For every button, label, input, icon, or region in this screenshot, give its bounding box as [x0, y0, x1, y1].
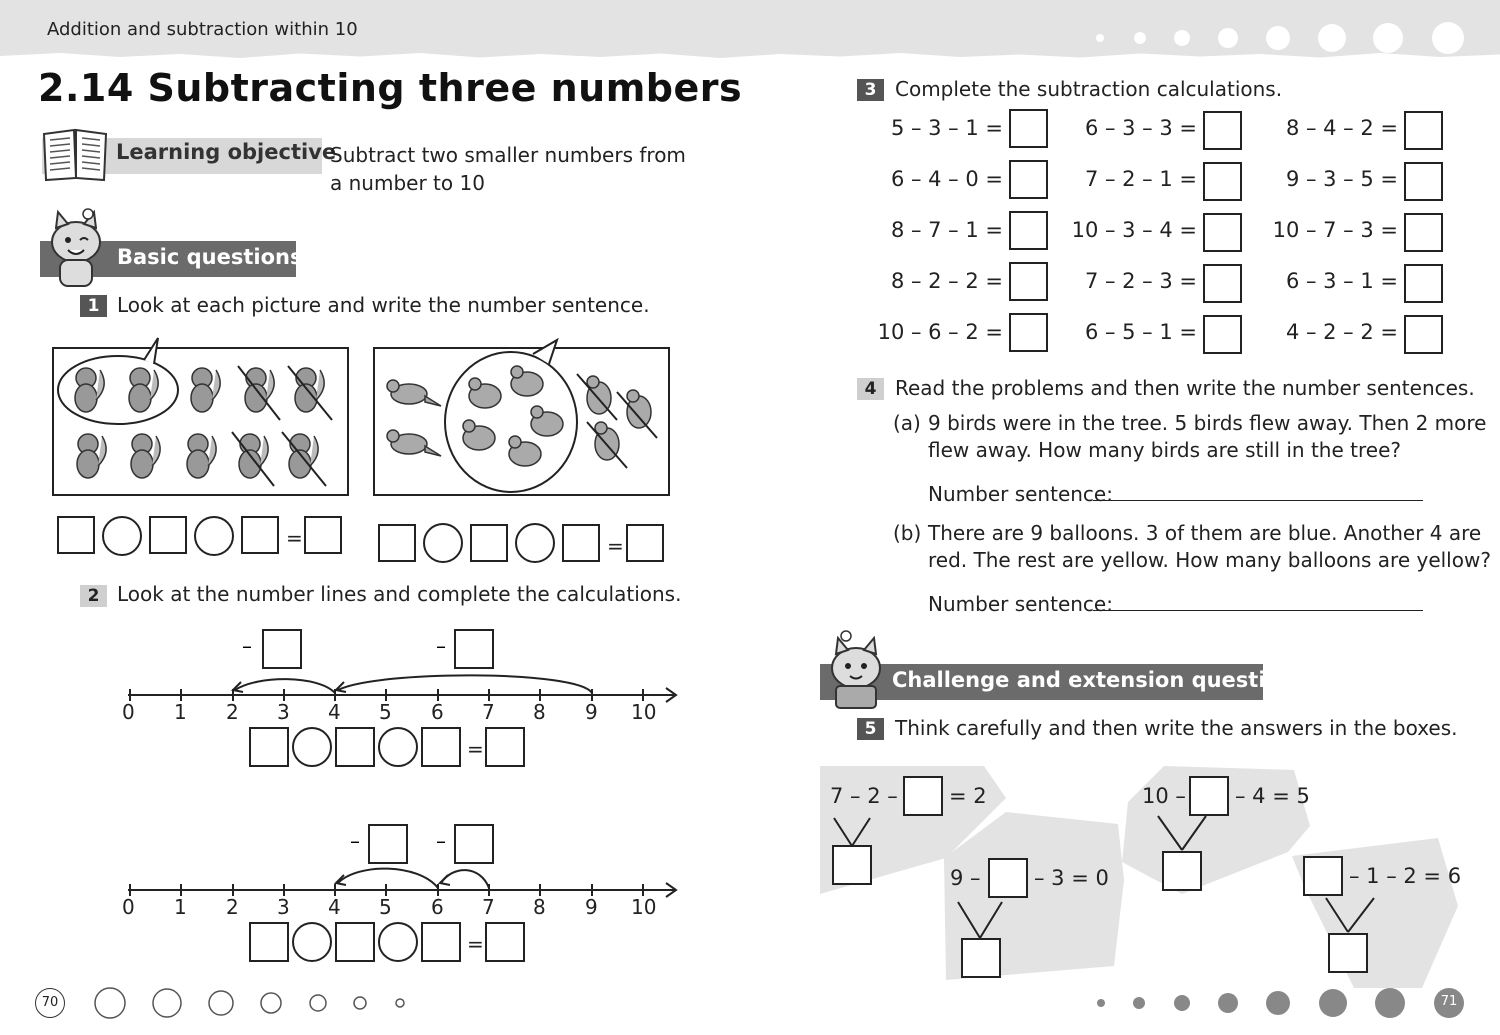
section-title: Addition and subtraction within 10: [47, 19, 358, 40]
line2-tick-8: 8: [533, 895, 546, 919]
q1a-answer-box-2[interactable]: [149, 516, 187, 554]
q1a-operator-circle-1[interactable]: [102, 516, 142, 556]
q1a-equals: =: [286, 526, 303, 550]
q4a-label: (a): [893, 411, 921, 435]
p3-bottom-box[interactable]: [1162, 851, 1202, 891]
line2-tick-10: 10: [631, 895, 657, 919]
line1-jump-box-2[interactable]: [454, 629, 494, 669]
line2-tick-4: 4: [328, 895, 341, 919]
q3-calc-1-2: 6 – 4 – 0 =: [890, 167, 1003, 191]
q4b-number-sentence-label: Number sentence:: [928, 592, 1113, 616]
svg-text:–: –: [436, 829, 446, 853]
line1-answer-box-2[interactable]: [335, 727, 375, 767]
cat-mascot-icon: [38, 206, 112, 290]
q3-answer-box-3-5[interactable]: [1404, 315, 1443, 354]
p3-right-text: – 4 = 5: [1235, 784, 1310, 808]
line1-tick-0: 0: [122, 700, 135, 724]
line2-tick-5: 5: [379, 895, 392, 919]
q4b-line-2: red. The rest are yellow. How many balloons are yellow?: [928, 548, 1491, 572]
footer-circles-left: [90, 985, 420, 1025]
q1b-answer-box-2[interactable]: [470, 524, 508, 562]
p2-bottom-box[interactable]: [961, 938, 1001, 978]
q1a-operator-circle-2[interactable]: [194, 516, 234, 556]
line1-equals: =: [467, 737, 484, 761]
question-3-number: 3: [857, 79, 884, 101]
q3-calc-1-1: 5 – 3 – 1 =: [890, 116, 1003, 140]
q3-answer-box-2-1[interactable]: [1203, 111, 1242, 150]
line2-equals: =: [467, 932, 484, 956]
line2-jump-box-1[interactable]: [368, 824, 408, 864]
q3-answer-box-3-1[interactable]: [1404, 111, 1443, 150]
q3-answer-box-2-5[interactable]: [1203, 315, 1242, 354]
q3-answer-box-2-3[interactable]: [1203, 213, 1242, 252]
q3-calc-2-3: 10 – 3 – 4 =: [1071, 218, 1197, 242]
page-number-right: 71: [1434, 988, 1464, 1018]
q3-calc-3-2: 9 – 3 – 5 =: [1285, 167, 1398, 191]
q3-answer-box-1-2[interactable]: [1009, 160, 1048, 199]
question-1-number: 1: [80, 295, 107, 317]
line1-answer-box-3[interactable]: [421, 727, 461, 767]
line1-tick-8: 8: [533, 700, 546, 724]
q3-answer-box-1-3[interactable]: [1009, 211, 1048, 250]
challenge-label: Challenge and extension question: [892, 668, 1295, 692]
line2-operator-circle-2[interactable]: [378, 922, 418, 962]
question-5-text: Think carefully and then write the answers in the boxes.: [895, 716, 1458, 740]
line1-tick-9: 9: [585, 700, 598, 724]
line1-answer-box-1[interactable]: [249, 727, 289, 767]
q1b-answer-box-3[interactable]: [562, 524, 600, 562]
line1-tick-6: 6: [431, 700, 444, 724]
q3-calc-2-1: 6 – 3 – 3 =: [1084, 116, 1197, 140]
line2-operator-circle-1[interactable]: [292, 922, 332, 962]
page-title: 2.14 Subtracting three numbers: [38, 66, 743, 110]
question-3-text: Complete the subtraction calculations.: [895, 77, 1283, 101]
line2-tick-labels: [118, 895, 688, 921]
line2-answer-box-2[interactable]: [335, 922, 375, 962]
q4b-answer-line[interactable]: [1093, 610, 1423, 611]
q3-calc-2-4: 7 – 2 – 3 =: [1084, 269, 1197, 293]
p3-left-text: 10 –: [1142, 784, 1186, 808]
q3-calc-1-3: 8 – 7 – 1 =: [890, 218, 1003, 242]
line2-tick-3: 3: [277, 895, 290, 919]
p2-left-text: 9 –: [950, 866, 981, 890]
question-5-number: 5: [857, 718, 884, 740]
line1-result-box[interactable]: [485, 727, 525, 767]
question-1-text: Look at each picture and write the number sentence.: [117, 293, 650, 317]
line2-tick-9: 9: [585, 895, 598, 919]
p4-right-text: – 1 – 2 = 6: [1349, 864, 1462, 888]
q3-answer-box-2-2[interactable]: [1203, 162, 1242, 201]
q3-answer-box-1-4[interactable]: [1009, 262, 1048, 301]
p3-top-box[interactable]: [1189, 776, 1229, 816]
book-icon: [40, 126, 112, 184]
svg-text:–: –: [350, 829, 360, 853]
q4b-line-1: There are 9 balloons. 3 of them are blue. Another 4 are: [928, 521, 1482, 545]
line2-jump-box-2[interactable]: [454, 824, 494, 864]
line1-tick-labels: [118, 700, 688, 726]
q1a-answer-box-1[interactable]: [57, 516, 95, 554]
line1-jump-box-1[interactable]: [262, 629, 302, 669]
svg-text:–: –: [436, 634, 446, 658]
q3-calc-1-4: 8 – 2 – 2 =: [890, 269, 1003, 293]
learning-objective-label: Learning objective: [116, 140, 337, 164]
question-4-text: Read the problems and then write the number sentences.: [895, 376, 1475, 400]
line2-tick-2: 2: [226, 895, 239, 919]
q1a-result-box[interactable]: [304, 516, 342, 554]
q1b-result-box[interactable]: [626, 524, 664, 562]
q3-calc-3-5: 4 – 2 – 2 =: [1285, 320, 1398, 344]
q3-answer-box-3-3[interactable]: [1404, 213, 1443, 252]
p4-top-box[interactable]: [1303, 856, 1343, 896]
q1a-answer-box-3[interactable]: [241, 516, 279, 554]
q3-answer-box-2-4[interactable]: [1203, 264, 1242, 303]
line2-tick-7: 7: [482, 895, 495, 919]
page-number-left: 70: [35, 988, 65, 1018]
line2-tick-0: 0: [122, 895, 135, 919]
line2-tick-1: 1: [174, 895, 187, 919]
q3-answer-box-1-1[interactable]: [1009, 109, 1048, 148]
header-dots-decoration: [1090, 18, 1470, 58]
q4b-label: (b): [893, 521, 922, 545]
line1-tick-1: 1: [174, 700, 187, 724]
p1-bottom-box[interactable]: [832, 845, 872, 885]
p1-left-text: 7 – 2 –: [830, 784, 898, 808]
line2-result-box[interactable]: [485, 922, 525, 962]
q3-calc-2-2: 7 – 2 – 1 =: [1084, 167, 1197, 191]
p1-right-text: = 2: [949, 784, 987, 808]
p1-top-box[interactable]: [903, 776, 943, 816]
q3-answer-box-3-4[interactable]: [1404, 264, 1443, 303]
footer-dots-right: [1085, 983, 1425, 1023]
basic-questions-label: Basic questions: [117, 245, 303, 269]
birds-picture: [373, 336, 673, 498]
q4a-line-1: 9 birds were in the tree. 5 birds flew away. Then 2 more: [928, 411, 1487, 435]
q1b-operator-circle-1[interactable]: [423, 523, 463, 563]
q4a-answer-line[interactable]: [1093, 500, 1423, 501]
q1b-equals: =: [607, 534, 624, 558]
q3-calc-1-5: 10 – 6 – 2 =: [877, 320, 1003, 344]
q4a-line-2: flew away. How many birds are still in the tree?: [928, 438, 1401, 462]
line1-tick-3: 3: [277, 700, 290, 724]
q3-answer-box-3-2[interactable]: [1404, 162, 1443, 201]
q3-answer-box-1-5[interactable]: [1009, 313, 1048, 352]
line1-tick-4: 4: [328, 700, 341, 724]
q1b-operator-circle-2[interactable]: [515, 523, 555, 563]
line1-operator-circle-2[interactable]: [378, 727, 418, 767]
line1-tick-7: 7: [482, 700, 495, 724]
line1-tick-5: 5: [379, 700, 392, 724]
cat-mascot-reading-icon: [816, 630, 892, 716]
q4a-number-sentence-label: Number sentence:: [928, 482, 1113, 506]
line1-tick-2: 2: [226, 700, 239, 724]
q3-calc-2-5: 6 – 5 – 1 =: [1084, 320, 1197, 344]
line1-tick-10: 10: [631, 700, 657, 724]
p2-top-box[interactable]: [988, 858, 1028, 898]
q3-calc-3-3: 10 – 7 – 3 =: [1272, 218, 1398, 242]
q1b-answer-box-1[interactable]: [378, 524, 416, 562]
q3-calc-3-4: 6 – 3 – 1 =: [1285, 269, 1398, 293]
svg-text:–: –: [242, 634, 252, 658]
question-4-number: 4: [857, 378, 884, 400]
line2-tick-6: 6: [431, 895, 444, 919]
line2-answer-box-1[interactable]: [249, 922, 289, 962]
line2-answer-box-3[interactable]: [421, 922, 461, 962]
learning-objective-text: Subtract two smaller numbers from a number to 10: [330, 143, 686, 195]
q3-calc-3-1: 8 – 4 – 2 =: [1285, 116, 1398, 140]
p4-bottom-box[interactable]: [1328, 933, 1368, 973]
squirrels-picture: [52, 336, 350, 498]
question-2-number: 2: [80, 585, 107, 607]
question-2-text: Look at the number lines and complete the calculations.: [117, 582, 682, 606]
line1-operator-circle-1[interactable]: [292, 727, 332, 767]
p2-right-text: – 3 = 0: [1034, 866, 1109, 890]
